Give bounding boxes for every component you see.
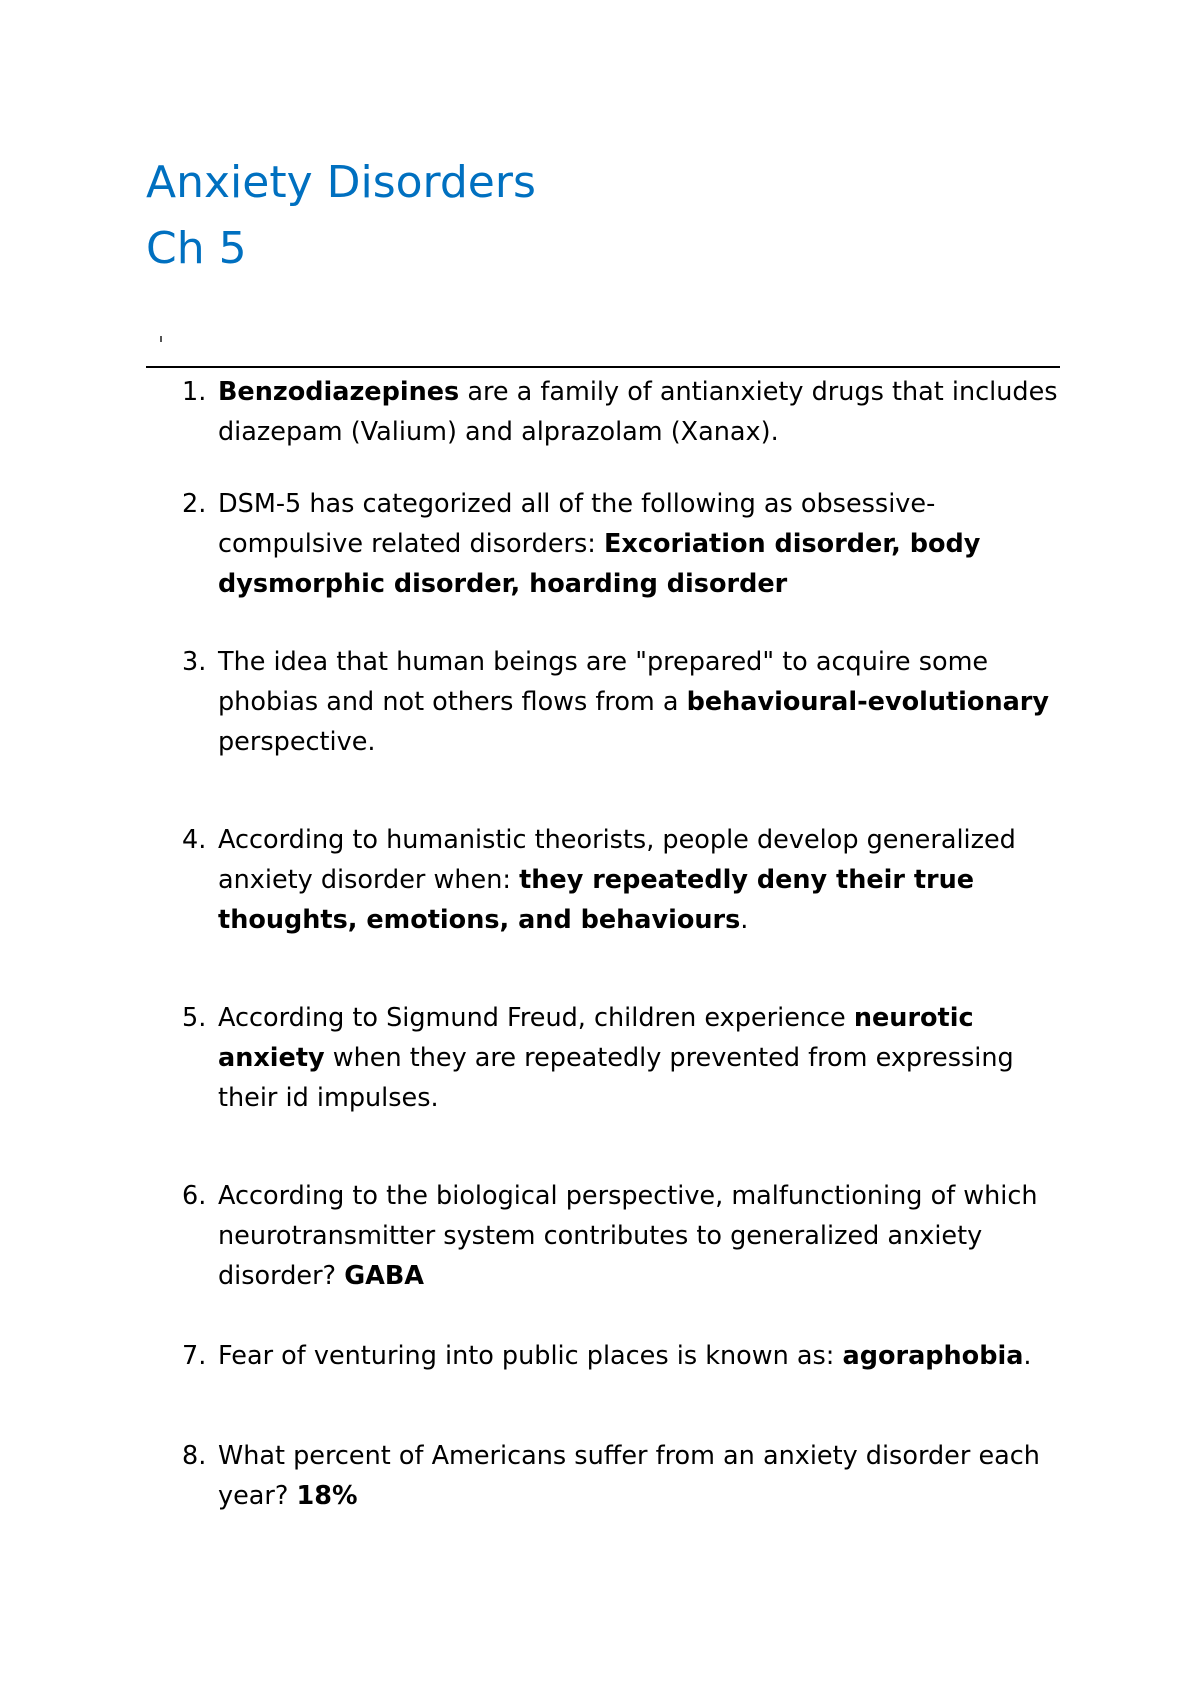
- question-number: 6.: [182, 1181, 207, 1211]
- question-segment: .: [740, 905, 749, 935]
- question-number: 1.: [182, 377, 207, 407]
- answer-text: Benzodiazepines: [218, 377, 460, 407]
- question-text: [218, 1336, 1064, 1376]
- question-segment: The idea that human beings are "prepared" to acquire some phobias and not others flows from a: [218, 647, 989, 717]
- horizontal-rule: [146, 366, 1060, 368]
- question-number: 8.: [182, 1441, 207, 1471]
- answer-text: behavioural-evolutionary: [686, 687, 1050, 717]
- question-text: [218, 1436, 1064, 1516]
- question-text: [218, 484, 1064, 604]
- answer-text: they repeatedly deny their true thoughts, emotions, and behaviours: [218, 865, 975, 935]
- question-number: 4.: [182, 825, 207, 855]
- answer-text: GABA: [344, 1261, 425, 1291]
- answer-text: agoraphobia: [842, 1341, 1024, 1371]
- question-text: [218, 998, 1064, 1118]
- question-segment: are a family of antianxiety drugs that includes diazepam (Valium) and alprazolam (Xanax).: [218, 377, 1058, 447]
- title-line-1: Anxiety Disorders: [146, 157, 536, 208]
- question-segment: What percent of Americans suffer from an anxiety disorder each year?: [218, 1441, 1040, 1511]
- question-number: 2.: [182, 489, 207, 519]
- question-segment: According to the biological perspective, malfunctioning of which neurotransmitter system contributes to generalized anxiety disorder?: [218, 1181, 1038, 1291]
- answer-text: Excoriation disorder, body dysmorphic disorder, hoarding disorder: [218, 529, 981, 599]
- question-text: [218, 820, 1064, 940]
- question-segment: DSM-5 has categorized all of the following as obsessive-compulsive related disorders:: [218, 489, 936, 559]
- answer-text: 18%: [296, 1481, 358, 1511]
- question-number: 7.: [182, 1341, 207, 1371]
- question-number: 5.: [182, 1003, 207, 1033]
- question-segment: perspective.: [218, 727, 376, 757]
- question-segment: when they are repeatedly prevented from expressing their id impulses.: [218, 1043, 1014, 1113]
- question-segment: According to humanistic theorists, people develop generalized anxiety disorder when:: [218, 825, 1016, 895]
- question-text: [218, 1176, 1064, 1296]
- question-text: [218, 372, 1064, 452]
- question-segment: Fear of venturing into public places is known as:: [218, 1341, 843, 1371]
- question-text: [218, 642, 1064, 762]
- question-segment: .: [1023, 1341, 1032, 1371]
- question-number: 3.: [182, 647, 207, 677]
- answer-text: neurotic anxiety: [218, 1003, 974, 1073]
- stray-mark: [160, 336, 162, 342]
- question-segment: According to Sigmund Freud, children experience: [218, 1003, 854, 1033]
- document-title: [146, 150, 536, 282]
- title-line-2: Ch 5: [146, 223, 247, 274]
